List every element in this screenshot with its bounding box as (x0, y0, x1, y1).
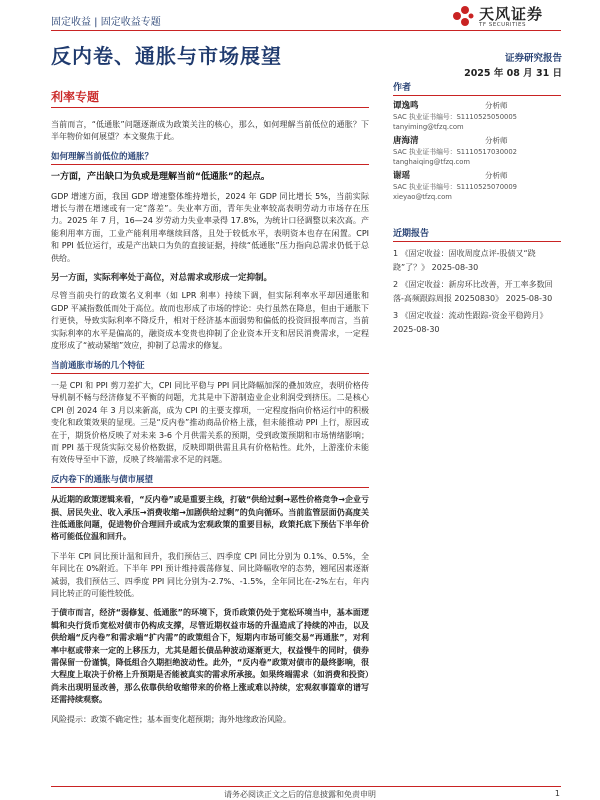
intro-paragraph: 当前而言，“低通胀”问题逐渐成为政策关注的核心，那么，如何理解当前低位的通胀？下半年物价如何展望？本文聚焦于此。 (51, 120, 369, 142)
report-category: 固定收益 | 固定收益专题 (51, 17, 161, 28)
paragraph-gdp: GDP 增速方面，我国 GDP 增速整体维持增长，2024 年 GDP 同比增长 5%，当前实际增长与潜在增速或有一定“落差”。失业率方面，青年失业率较高表明劳动力市场存在压力。2025 年 7 月，16—24 岁劳动力失业率录得 17.8%，为统计口径调整以来次高。产能利用率方面，工业产能利用率继续回落，且处于较低水平，表明资本也存在闲置。CPI 和 PPI 低位运行，或是产出缺口为负的直接证据，持续“低通胀”压力指向总需求仍低于总供给。 (51, 191, 369, 263)
lead-statement: 一方面，产出缺口为负或是理解当前“低通胀”的起点。 (51, 172, 270, 183)
author-email[interactable]: xieyao@tfzq.com (393, 193, 452, 201)
paragraph-real-rate: 尽管当前央行的政策名义利率（如 LPR 利率）持续下调，但实际利率水平却因通胀和 GDP 平减指数低而处于高位。故而也形成了市场的悖论：央行虽然在降息，但由于通胀下行更快，导致实际利率不降反升，相对于经济基本面弱势和偏低的投资回报率而言，当前实际利率的水平是偏高的，融资成本变贵也抑制了企业资本开支和居民消费需求，一定程度形成了“被动紧缩”效应，抑制了总需求的修复。 (51, 291, 369, 351)
author-card (393, 101, 561, 132)
paragraph-policy: 从近期的政策逻辑来看，“反内卷”或是重要主线，打破“供给过剩→恶性价格竞争→企业亏损、居民失业、收入承压→消费收缩→加剧供给过剩”的负向循环。当前监管层面仍高度关注低通胀问题，促进物价合理回升或成为宏观政策的重要目标，政策托底下预估下半年价格可能低位温和回升。 (51, 495, 369, 542)
author-name: 谭逸鸣 (393, 101, 419, 111)
paragraph-heading-real-rate: 另一方面，实际利率处于高位，对总需求或形成一定抑制。 (51, 273, 273, 284)
logo-name-cn: 天风证券 (479, 5, 544, 23)
report-date: 2025 年 08 月 31 日 (464, 68, 562, 79)
section-heading-1: 如何理解当前低位的通胀？ (51, 151, 369, 165)
author-email[interactable]: tanyiming@tfzq.com (393, 123, 464, 131)
authors-heading: 作者 (393, 80, 561, 96)
author-card (393, 171, 561, 202)
author-role: 分析师 (485, 171, 508, 180)
paragraph-forecast: 下半年 CPI 同比预计温和回升，我们预估三、四季度 CPI 同比分别为 0.1%、0.5%，全年同比在 0%附近。下半年 PPI 预计维持震荡修复、同比降幅收窄的态势，翘尾因素逐渐减弱，我们预估三、四季度 PPI 同比分别为-2.7%、-1.5%，全年同比在-2%左右，年内同比转正的可能性较低。 (51, 551, 369, 598)
author-name: 唐海清 (393, 136, 419, 146)
risk-warning: 风险提示：政策不确定性；基本面变化超预期；海外地缘政治风险。 (51, 714, 291, 724)
recent-reports (393, 226, 561, 337)
author-cert: SAC 执业证书编号：S1110525050005 (393, 113, 517, 121)
author-name: 谢瑶 (393, 171, 411, 181)
sidebar (393, 80, 561, 340)
page-number: 1 (554, 789, 560, 798)
recent-report-link[interactable]: 3 《固定收益：流动性跟踪-资金平稳跨月》 2025-08-30 (393, 311, 548, 334)
section-heading-3: 反内卷下的通胀与债市展望 (51, 474, 369, 488)
paragraph-features: 一是 CPI 和 PPI 剪刀差扩大，CPI 同比平稳与 PPI 同比降幅加深的叠加效应，表明价格传导机制不畅与经济修复不平衡的问题，尤其是中下游制造业企业利润受到挤压。二是核心 CPI 创 2024 年 3 月以来新高，成为 CPI 的主要支撑项，一定程度指向价格运行中的积极变化和政策效果的显现。三是“反内卷”推动商品价格上涨，但未能推动 PPI 上行，原因或在于，期货价格反映了对未来 3-6 个月供需关系的预期，受到政策预期和市场情绪影响；而 PPI 基于现货实际交易价格数据，反映即期供需且具有价格粘性。此外，上游涨价未能有效传导至中下游，反映了终端需求不足的问题。 (51, 380, 369, 465)
main-content (51, 119, 369, 733)
section-heading-2: 当前通胀市场的几个特征 (51, 360, 369, 374)
report-subtitle: 利率专题 (51, 90, 100, 104)
header-divider (51, 30, 561, 31)
footer-divider (51, 786, 561, 787)
author-cert: SAC 执业证书编号：S1110517030002 (393, 148, 517, 156)
paragraph-bond-market: 于债市而言，经济“弱修复、低通胀”的环境下，货币政策仍处于宽松环境当中，基本面逻辑和央行货币宽松对债市仍构成支撑，尽管近期权益市场的升温造成了持续的冲击，以及供给端“反内卷”和需求端“扩内需”的政策组合下，短期内市场可能交易“再通胀”，对利率中枢或带来一定的上移压力，尤其是超长债品种波动逐渐更大，权益慢牛的同时，债券需保留一份谨慎，降低组合久期拒绝波动性。此外，“反内卷”政策对债市的最终影响，很大程度上取决于价格上升预期是否能被真实的需求所承接。如果终端需求（如消费和投资）尚未出现明显改善，那么依靠供给收缩带来的价格上涨或难以持续，宏观叙事篇章的谱写还需持续观察。 (51, 608, 369, 705)
subtitle-divider (51, 107, 369, 108)
author-role: 分析师 (485, 101, 508, 110)
report-type: 证券研究报告 (504, 53, 562, 64)
recent-report-link[interactable]: 2 《固定收益：新房环比改善，开工率多数回落-高频跟踪周报 20250830》 2025-08-30 (393, 280, 553, 303)
author-role: 分析师 (485, 136, 508, 145)
author-cert: SAC 执业证书编号：S1110525070009 (393, 183, 517, 191)
company-logo (452, 2, 562, 32)
logo-name-en: TF SECURITIES (479, 22, 526, 28)
logo-mark-icon (452, 5, 474, 27)
recent-report-link[interactable]: 1 《固定收益：固收周度点评-股债又“跷跷”了？》 2025-08-30 (393, 249, 536, 272)
author-card (393, 136, 561, 167)
report-title: 反内卷、通胀与市场展望 (51, 44, 282, 68)
author-email[interactable]: tanghaiqing@tfzq.com (393, 158, 471, 166)
footer-disclaimer: 请务必阅读正文之后的信息披露和免责申明 (224, 790, 376, 799)
recent-reports-heading: 近期报告 (393, 226, 561, 242)
